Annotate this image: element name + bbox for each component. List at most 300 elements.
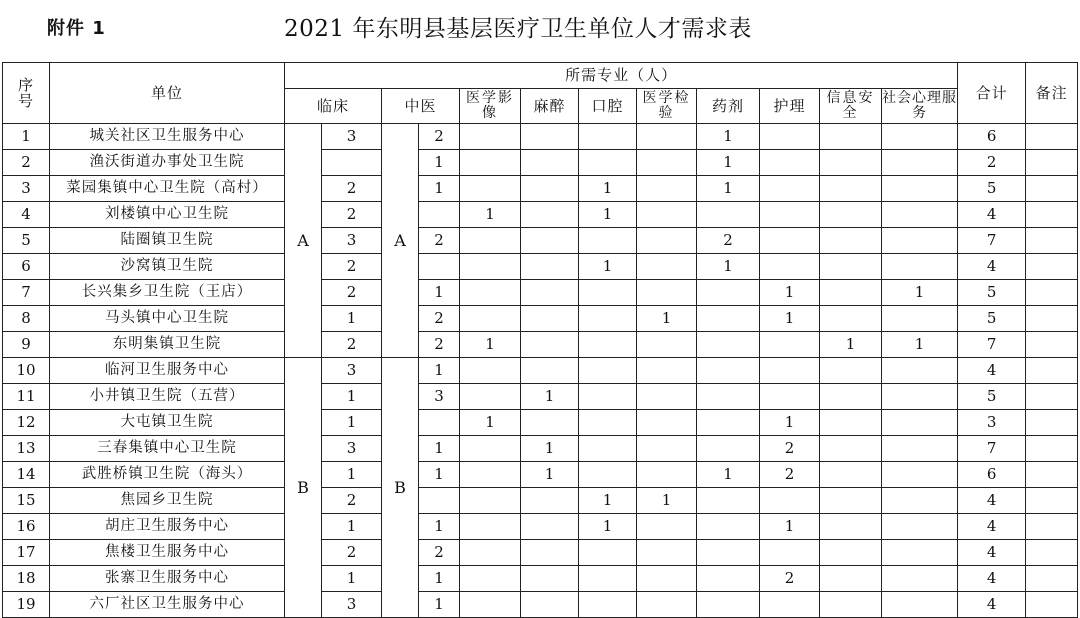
cell-seq: 1 <box>3 124 50 150</box>
cell-tcm: 2 <box>419 306 460 332</box>
cell-imaging <box>460 566 521 592</box>
header-total: 合计 <box>958 63 1026 124</box>
cell-lab <box>637 540 697 566</box>
table-row <box>3 280 1078 306</box>
table-row <box>3 540 1078 566</box>
cell-social-psych <box>882 124 958 150</box>
cell-total: 2 <box>958 150 1026 176</box>
table-row <box>3 514 1078 540</box>
cell-tcm: 3 <box>419 384 460 410</box>
header-lab: 医学检验 <box>637 89 697 124</box>
cell-pharmacy: 2 <box>697 228 760 254</box>
cell-clinical: 2 <box>322 540 382 566</box>
cell-anesthesia <box>521 280 579 306</box>
cell-lab <box>637 254 697 280</box>
cell-total: 4 <box>958 488 1026 514</box>
table-row <box>3 150 1078 176</box>
cell-pharmacy <box>697 332 760 358</box>
cell-total: 4 <box>958 566 1026 592</box>
cell-lab: 1 <box>637 306 697 332</box>
cell-seq: 3 <box>3 176 50 202</box>
header-unit: 单位 <box>50 63 285 124</box>
header-specialty-group: 所需专业（人） <box>285 63 958 89</box>
cell-clinical: 3 <box>322 124 382 150</box>
cell-social-psych <box>882 488 958 514</box>
cell-seq: 5 <box>3 228 50 254</box>
cell-stomatology <box>579 384 637 410</box>
cell-lab <box>637 462 697 488</box>
cell-unit: 大屯镇卫生院 <box>50 410 285 436</box>
header-nursing: 护理 <box>760 89 820 124</box>
cell-social-psych <box>882 540 958 566</box>
cell-pharmacy: 1 <box>697 176 760 202</box>
cell-seq: 15 <box>3 488 50 514</box>
cell-nursing <box>760 150 820 176</box>
cell-stomatology <box>579 150 637 176</box>
cell-total: 4 <box>958 254 1026 280</box>
cell-seq: 9 <box>3 332 50 358</box>
cell-total: 5 <box>958 280 1026 306</box>
cell-nursing <box>760 176 820 202</box>
cell-clinical: 2 <box>322 254 382 280</box>
cell-nursing <box>760 488 820 514</box>
cell-imaging <box>460 150 521 176</box>
cell-tcm: 2 <box>419 124 460 150</box>
cell-notes <box>1026 384 1078 410</box>
cell-pharmacy <box>697 358 760 384</box>
table-row <box>3 358 1078 384</box>
table-row <box>3 306 1078 332</box>
table-row <box>3 228 1078 254</box>
cell-nursing: 2 <box>760 462 820 488</box>
cell-unit: 张寨卫生服务中心 <box>50 566 285 592</box>
cell-seq: 11 <box>3 384 50 410</box>
cell-imaging <box>460 592 521 618</box>
cell-clinical: 2 <box>322 176 382 202</box>
cell-seq: 10 <box>3 358 50 384</box>
cell-stomatology <box>579 436 637 462</box>
cell-unit: 六厂社区卫生服务中心 <box>50 592 285 618</box>
cell-seq: 16 <box>3 514 50 540</box>
cell-tcm: 2 <box>419 332 460 358</box>
cell-info-security <box>820 150 882 176</box>
cell-imaging <box>460 124 521 150</box>
table-row <box>3 124 1078 150</box>
cell-social-psych <box>882 228 958 254</box>
cell-anesthesia <box>521 332 579 358</box>
header-seq: 序号 <box>3 63 50 124</box>
cell-clinical: 1 <box>322 566 382 592</box>
cell-nursing <box>760 540 820 566</box>
cell-pharmacy <box>697 592 760 618</box>
cell-nursing <box>760 332 820 358</box>
cell-total: 4 <box>958 358 1026 384</box>
cell-nursing <box>760 384 820 410</box>
cell-unit: 刘楼镇中心卫生院 <box>50 202 285 228</box>
cell-lab <box>637 150 697 176</box>
cell-total: 7 <box>958 228 1026 254</box>
cell-lab: 1 <box>637 488 697 514</box>
cell-anesthesia: 1 <box>521 384 579 410</box>
talent-demand-table <box>2 62 1078 618</box>
header-notes: 备注 <box>1026 63 1078 124</box>
table-row <box>3 488 1078 514</box>
cell-unit: 焦楼卫生服务中心 <box>50 540 285 566</box>
cell-social-psych <box>882 514 958 540</box>
cell-anesthesia <box>521 254 579 280</box>
cell-nursing <box>760 358 820 384</box>
cell-unit: 东明集镇卫生院 <box>50 332 285 358</box>
cell-lab <box>637 592 697 618</box>
table-body <box>3 63 1078 618</box>
table-row <box>3 254 1078 280</box>
cell-nursing <box>760 228 820 254</box>
cell-notes <box>1026 358 1078 384</box>
cell-anesthesia <box>521 410 579 436</box>
cell-notes <box>1026 306 1078 332</box>
cell-social-psych <box>882 566 958 592</box>
table-row <box>3 202 1078 228</box>
cell-stomatology: 1 <box>579 514 637 540</box>
cell-stomatology <box>579 592 637 618</box>
cell-tcm: 1 <box>419 280 460 306</box>
tcm-group-cell: B <box>382 358 419 618</box>
cell-unit: 菜园集镇中心卫生院（高村） <box>50 176 285 202</box>
cell-total: 7 <box>958 436 1026 462</box>
cell-imaging <box>460 540 521 566</box>
cell-lab <box>637 514 697 540</box>
cell-notes <box>1026 566 1078 592</box>
cell-clinical: 1 <box>322 410 382 436</box>
cell-stomatology: 1 <box>579 488 637 514</box>
cell-clinical: 1 <box>322 384 382 410</box>
cell-unit: 焦园乡卫生院 <box>50 488 285 514</box>
cell-anesthesia <box>521 540 579 566</box>
cell-social-psych <box>882 436 958 462</box>
cell-info-security <box>820 202 882 228</box>
cell-info-security <box>820 514 882 540</box>
cell-info-security <box>820 280 882 306</box>
cell-tcm: 1 <box>419 150 460 176</box>
cell-imaging <box>460 176 521 202</box>
cell-unit: 渔沃街道办事处卫生院 <box>50 150 285 176</box>
cell-info-security <box>820 306 882 332</box>
cell-pharmacy <box>697 202 760 228</box>
cell-nursing: 2 <box>760 566 820 592</box>
cell-pharmacy <box>697 436 760 462</box>
cell-nursing <box>760 202 820 228</box>
cell-imaging <box>460 358 521 384</box>
cell-unit: 城关社区卫生服务中心 <box>50 124 285 150</box>
cell-pharmacy: 1 <box>697 124 760 150</box>
cell-tcm: 1 <box>419 358 460 384</box>
cell-info-security <box>820 384 882 410</box>
cell-anesthesia: 1 <box>521 436 579 462</box>
cell-notes <box>1026 332 1078 358</box>
cell-seq: 7 <box>3 280 50 306</box>
cell-imaging <box>460 514 521 540</box>
cell-tcm <box>419 488 460 514</box>
cell-total: 3 <box>958 410 1026 436</box>
cell-seq: 14 <box>3 462 50 488</box>
cell-notes <box>1026 540 1078 566</box>
cell-notes <box>1026 202 1078 228</box>
cell-lab <box>637 410 697 436</box>
cell-stomatology <box>579 306 637 332</box>
cell-total: 5 <box>958 384 1026 410</box>
cell-seq: 12 <box>3 410 50 436</box>
cell-notes <box>1026 592 1078 618</box>
cell-seq: 6 <box>3 254 50 280</box>
cell-stomatology <box>579 358 637 384</box>
table-row <box>3 384 1078 410</box>
cell-imaging <box>460 228 521 254</box>
clinical-group-cell: B <box>285 358 322 618</box>
header-info-security: 信息安全 <box>820 89 882 124</box>
cell-info-security <box>820 124 882 150</box>
cell-notes <box>1026 436 1078 462</box>
header-row-1 <box>3 63 1078 89</box>
cell-nursing: 1 <box>760 514 820 540</box>
table-row <box>3 176 1078 202</box>
cell-stomatology <box>579 540 637 566</box>
cell-anesthesia <box>521 514 579 540</box>
cell-total: 4 <box>958 202 1026 228</box>
table-row <box>3 592 1078 618</box>
cell-clinical <box>322 150 382 176</box>
cell-notes <box>1026 228 1078 254</box>
cell-notes <box>1026 150 1078 176</box>
cell-total: 7 <box>958 332 1026 358</box>
cell-anesthesia <box>521 124 579 150</box>
cell-clinical: 3 <box>322 436 382 462</box>
cell-unit: 武胜桥镇卫生院（海头） <box>50 462 285 488</box>
cell-anesthesia <box>521 202 579 228</box>
cell-stomatology <box>579 332 637 358</box>
cell-tcm <box>419 202 460 228</box>
cell-unit: 沙窝镇卫生院 <box>50 254 285 280</box>
cell-total: 4 <box>958 592 1026 618</box>
cell-nursing <box>760 592 820 618</box>
cell-nursing <box>760 124 820 150</box>
cell-info-security <box>820 436 882 462</box>
cell-anesthesia <box>521 592 579 618</box>
cell-lab <box>637 124 697 150</box>
cell-info-security <box>820 176 882 202</box>
cell-social-psych <box>882 150 958 176</box>
table-row <box>3 436 1078 462</box>
cell-nursing <box>760 254 820 280</box>
cell-imaging <box>460 280 521 306</box>
cell-nursing: 1 <box>760 280 820 306</box>
cell-seq: 18 <box>3 566 50 592</box>
cell-stomatology <box>579 124 637 150</box>
cell-info-security <box>820 410 882 436</box>
cell-total: 5 <box>958 176 1026 202</box>
cell-social-psych <box>882 306 958 332</box>
cell-stomatology: 1 <box>579 254 637 280</box>
cell-notes <box>1026 124 1078 150</box>
cell-clinical: 2 <box>322 488 382 514</box>
cell-stomatology: 1 <box>579 202 637 228</box>
cell-imaging <box>460 254 521 280</box>
cell-clinical: 2 <box>322 280 382 306</box>
cell-imaging <box>460 384 521 410</box>
cell-pharmacy <box>697 384 760 410</box>
cell-social-psych: 1 <box>882 332 958 358</box>
cell-pharmacy <box>697 410 760 436</box>
cell-info-security <box>820 462 882 488</box>
cell-tcm: 1 <box>419 592 460 618</box>
cell-tcm: 1 <box>419 514 460 540</box>
cell-total: 6 <box>958 124 1026 150</box>
cell-info-security: 1 <box>820 332 882 358</box>
cell-tcm: 1 <box>419 176 460 202</box>
cell-seq: 17 <box>3 540 50 566</box>
cell-info-security <box>820 228 882 254</box>
cell-stomatology <box>579 566 637 592</box>
cell-total: 4 <box>958 540 1026 566</box>
page-title: 2021 年东明县基层医疗卫生单位人才需求表 <box>284 16 752 42</box>
cell-social-psych <box>882 176 958 202</box>
cell-lab <box>637 280 697 306</box>
cell-tcm: 1 <box>419 462 460 488</box>
cell-pharmacy <box>697 540 760 566</box>
cell-pharmacy: 1 <box>697 462 760 488</box>
cell-info-security <box>820 254 882 280</box>
table-row <box>3 566 1078 592</box>
cell-clinical: 2 <box>322 332 382 358</box>
cell-nursing: 2 <box>760 436 820 462</box>
cell-pharmacy <box>697 280 760 306</box>
cell-unit: 马头镇中心卫生院 <box>50 306 285 332</box>
cell-unit: 小井镇卫生院（五营） <box>50 384 285 410</box>
cell-anesthesia <box>521 306 579 332</box>
cell-pharmacy <box>697 514 760 540</box>
cell-clinical: 2 <box>322 202 382 228</box>
cell-lab <box>637 332 697 358</box>
cell-lab <box>637 436 697 462</box>
cell-unit: 胡庄卫生服务中心 <box>50 514 285 540</box>
cell-tcm <box>419 410 460 436</box>
cell-total: 5 <box>958 306 1026 332</box>
cell-tcm: 2 <box>419 540 460 566</box>
cell-tcm: 2 <box>419 228 460 254</box>
cell-notes <box>1026 280 1078 306</box>
cell-imaging: 1 <box>460 332 521 358</box>
cell-imaging <box>460 306 521 332</box>
header-clinical: 临床 <box>285 89 382 124</box>
cell-unit: 陆圈镇卫生院 <box>50 228 285 254</box>
cell-social-psych <box>882 462 958 488</box>
cell-anesthesia <box>521 358 579 384</box>
cell-unit: 临河卫生服务中心 <box>50 358 285 384</box>
cell-stomatology <box>579 280 637 306</box>
cell-lab <box>637 566 697 592</box>
cell-clinical: 3 <box>322 358 382 384</box>
cell-imaging <box>460 488 521 514</box>
cell-anesthesia: 1 <box>521 462 579 488</box>
cell-info-security <box>820 488 882 514</box>
cell-social-psych <box>882 592 958 618</box>
cell-stomatology <box>579 462 637 488</box>
cell-stomatology: 1 <box>579 176 637 202</box>
cell-tcm <box>419 254 460 280</box>
cell-anesthesia <box>521 566 579 592</box>
cell-lab <box>637 202 697 228</box>
cell-lab <box>637 358 697 384</box>
cell-anesthesia <box>521 176 579 202</box>
header-stomatology: 口腔 <box>579 89 637 124</box>
cell-notes <box>1026 254 1078 280</box>
cell-info-security <box>820 358 882 384</box>
cell-clinical: 3 <box>322 228 382 254</box>
cell-seq: 13 <box>3 436 50 462</box>
cell-clinical: 1 <box>322 462 382 488</box>
cell-unit: 长兴集乡卫生院（王店） <box>50 280 285 306</box>
header-social-psych: 社会心理服务 <box>882 89 958 124</box>
cell-imaging <box>460 436 521 462</box>
cell-clinical: 3 <box>322 592 382 618</box>
cell-seq: 2 <box>3 150 50 176</box>
cell-nursing: 1 <box>760 306 820 332</box>
cell-lab <box>637 228 697 254</box>
cell-stomatology <box>579 410 637 436</box>
table-row <box>3 462 1078 488</box>
cell-nursing: 1 <box>760 410 820 436</box>
cell-clinical: 1 <box>322 514 382 540</box>
attachment-label: 附件 1 <box>47 18 106 39</box>
cell-anesthesia <box>521 150 579 176</box>
cell-pharmacy: 1 <box>697 150 760 176</box>
cell-notes <box>1026 410 1078 436</box>
tcm-group-cell: A <box>382 124 419 358</box>
cell-notes <box>1026 176 1078 202</box>
cell-imaging: 1 <box>460 202 521 228</box>
cell-social-psych: 1 <box>882 280 958 306</box>
cell-imaging: 1 <box>460 410 521 436</box>
cell-social-psych <box>882 254 958 280</box>
cell-lab <box>637 176 697 202</box>
cell-stomatology <box>579 228 637 254</box>
cell-notes <box>1026 488 1078 514</box>
cell-total: 6 <box>958 462 1026 488</box>
cell-info-security <box>820 592 882 618</box>
header-anesthesia: 麻醉 <box>521 89 579 124</box>
table-row <box>3 410 1078 436</box>
cell-imaging <box>460 462 521 488</box>
cell-pharmacy <box>697 488 760 514</box>
table-row <box>3 332 1078 358</box>
cell-seq: 19 <box>3 592 50 618</box>
header-imaging: 医学影像 <box>460 89 521 124</box>
cell-info-security <box>820 540 882 566</box>
cell-social-psych <box>882 384 958 410</box>
cell-info-security <box>820 566 882 592</box>
cell-social-psych <box>882 202 958 228</box>
cell-pharmacy: 1 <box>697 254 760 280</box>
cell-seq: 8 <box>3 306 50 332</box>
cell-tcm: 1 <box>419 436 460 462</box>
cell-clinical: 1 <box>322 306 382 332</box>
header-pharmacy: 药剂 <box>697 89 760 124</box>
cell-seq: 4 <box>3 202 50 228</box>
cell-social-psych <box>882 358 958 384</box>
cell-notes <box>1026 514 1078 540</box>
cell-pharmacy <box>697 306 760 332</box>
cell-anesthesia <box>521 228 579 254</box>
clinical-group-cell: A <box>285 124 322 358</box>
